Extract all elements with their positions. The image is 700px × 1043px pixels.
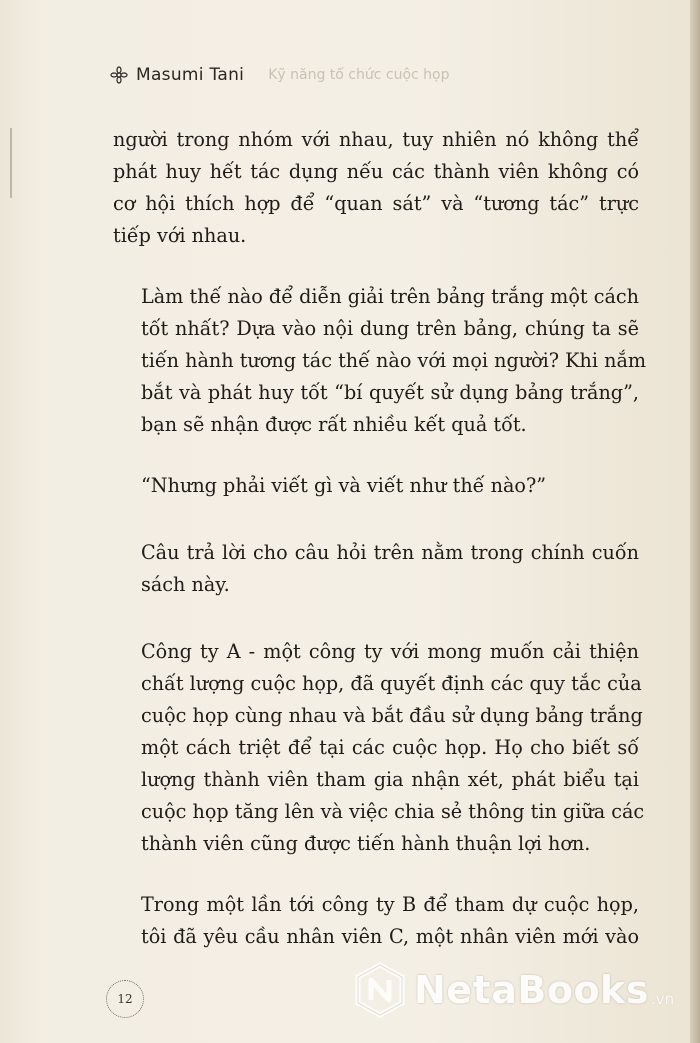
watermark bbox=[352, 960, 674, 1020]
text-line: cuộc họp tăng lên và việc chia sẻ thông tin giữa các bbox=[141, 800, 645, 823]
text-line: Câu trả lời cho câu hỏi trên nằm trong chính cuốn bbox=[141, 541, 639, 564]
text-line: tiếp với nhau. bbox=[113, 224, 247, 247]
text-line: chất lượng cuộc họp, đã quyết định các quy tắc của bbox=[141, 672, 642, 695]
text-line: tốt nhất? Dựa vào nội dung trên bảng, chúng ta sẽ bbox=[141, 317, 639, 340]
text-line: cơ hội thích hợp để “quan sát” và “tương tác” trực bbox=[113, 192, 639, 215]
text-line: tôi đã yêu cầu nhân viên C, một nhân viên mới vào bbox=[141, 925, 639, 948]
text-line: tiến hành tương tác thế nào với mọi người? Khi nắm bbox=[141, 349, 647, 372]
paragraph bbox=[113, 470, 639, 502]
body-text bbox=[113, 124, 647, 982]
flower-ornament-icon bbox=[110, 66, 128, 84]
text-line: Công ty A - một công ty với mong muốn cải thiện bbox=[141, 640, 639, 663]
text-line: thành viên cũng được tiến hành thuận lợi hơn. bbox=[141, 832, 591, 855]
text-line: người trong nhóm với nhau, tuy nhiên nó không thể bbox=[113, 128, 639, 151]
text-line: “Nhưng phải viết gì và viết như thế nào?” bbox=[141, 474, 547, 497]
watermark-suffix: .vn bbox=[650, 990, 675, 1008]
text-line: lượng thành viên tham gia nhận xét, phát biểu tại bbox=[141, 768, 639, 791]
paragraph bbox=[113, 889, 639, 953]
paragraph bbox=[113, 281, 647, 441]
paragraph bbox=[113, 124, 639, 252]
text-line: bạn sẽ nhận được rất nhiều kết quả tốt. bbox=[141, 413, 527, 436]
author-name: Masumi Tani bbox=[136, 65, 245, 85]
text-line: Làm thế nào để diễn giải trên bảng trắng một cách bbox=[141, 285, 639, 308]
text-line: sách này. bbox=[141, 573, 230, 596]
text-line: bắt và phát huy tốt “bí quyết sử dụng bảng trắng”, bbox=[141, 381, 639, 404]
text-line: cuộc họp cùng nhau và bắt đầu sử dụng bảng trắng bbox=[141, 704, 643, 727]
running-header bbox=[110, 62, 690, 88]
paragraph bbox=[113, 537, 639, 601]
text-line: phát huy hết tác dụng nếu các thành viên không có bbox=[113, 160, 639, 183]
page-edge bbox=[690, 0, 700, 1043]
text-line: một cách triệt để tại các cuộc họp. Họ cho biết số bbox=[141, 736, 639, 759]
page-number: 12 bbox=[106, 980, 144, 1018]
bleed-through-title: Kỹ năng tổ chức cuộc họp bbox=[268, 67, 450, 83]
netabooks-logo-icon bbox=[352, 962, 408, 1018]
text-line: Trong một lần tới công ty B để tham dự cuộc họp, bbox=[141, 893, 639, 916]
watermark-text: NetaBooks bbox=[414, 968, 649, 1012]
page-crease bbox=[10, 128, 12, 198]
paragraph bbox=[113, 636, 645, 860]
